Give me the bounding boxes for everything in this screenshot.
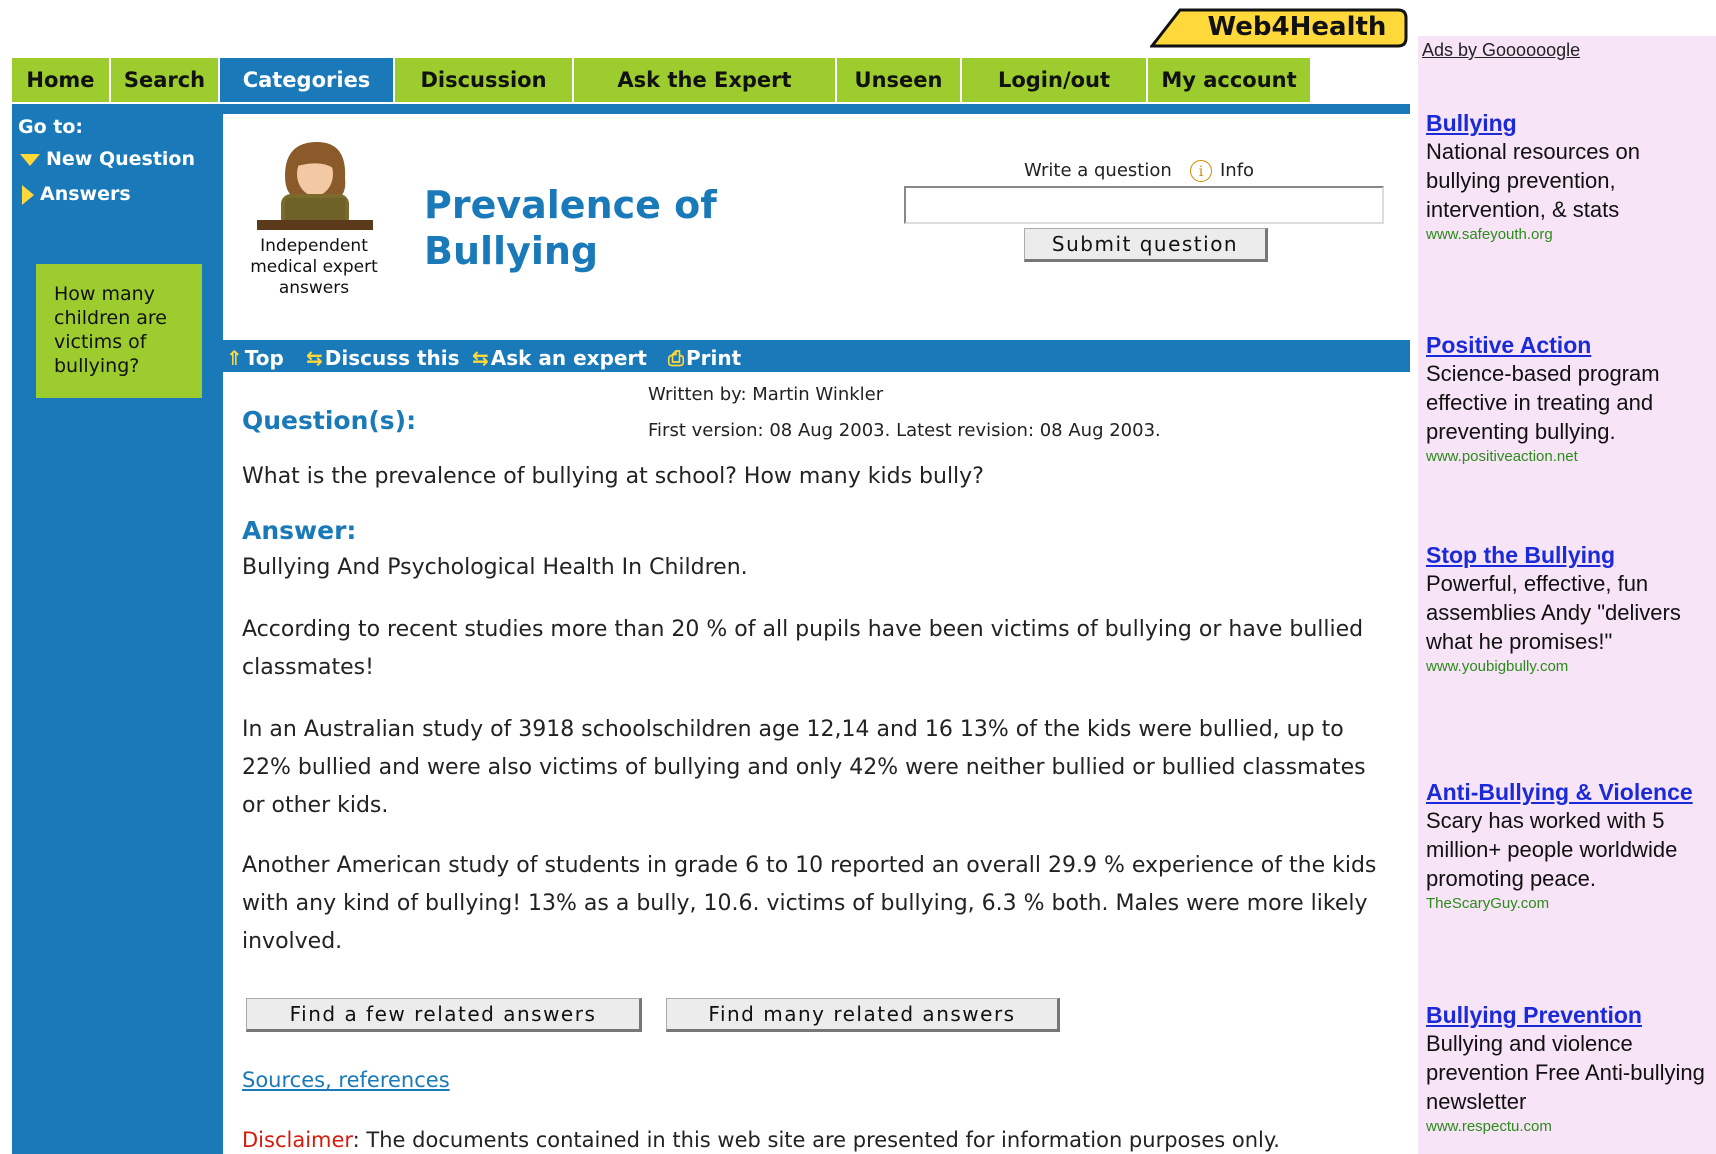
ad-title-link[interactable]: Bullying bbox=[1426, 110, 1517, 136]
ad-url[interactable]: www.safeyouth.org bbox=[1426, 226, 1553, 243]
answer-paragraph: In an Australian study of 3918 schoolschildren age 12,14 and 16 13% of the kids were bullied, up to 22% bullied and were also victims of bullying and only 42% were neither bullied or bullied classmates or other kids. bbox=[242, 717, 1366, 818]
main-nav bbox=[12, 58, 1410, 102]
question-input[interactable] bbox=[904, 186, 1384, 224]
answer-paragraph: According to recent studies more than 20 % of all pupils have been victims of bullying or have bullied classmates! bbox=[242, 617, 1364, 680]
sidebar-new-question-label: New Question bbox=[46, 148, 196, 170]
toolbar-print[interactable] bbox=[668, 346, 741, 370]
author-line: Written by: Martin Winkler bbox=[648, 384, 884, 405]
topic-box-text[interactable]: How many children are victims of bullying? bbox=[54, 283, 167, 377]
toolbar-print-label: Print bbox=[686, 346, 742, 370]
nav-login-out[interactable]: Login/out bbox=[962, 58, 1146, 102]
sources-link[interactable]: Sources, references bbox=[242, 1068, 450, 1092]
ad-body: Scary has worked with 5 million+ people worldwide promoting peace. bbox=[1426, 808, 1678, 891]
submit-question-button[interactable]: Submit question bbox=[1024, 228, 1268, 262]
answer-paragraph: Bullying And Psychological Health In Children. bbox=[242, 555, 748, 580]
ad-url[interactable]: www.positiveaction.net bbox=[1426, 448, 1578, 465]
nav-unseen[interactable]: Unseen bbox=[837, 58, 960, 102]
nav-discussion[interactable]: Discussion bbox=[395, 58, 572, 102]
toolbar-discuss-label: Discuss this bbox=[324, 346, 460, 370]
swap-arrows-icon: ⇆ bbox=[306, 346, 323, 370]
nav-home[interactable]: Home bbox=[12, 58, 109, 102]
version-line: First version: 08 Aug 2003. Latest revision: 08 Aug 2003. bbox=[648, 420, 1161, 441]
write-question-label: Write a question bbox=[1024, 160, 1172, 181]
ad-url[interactable]: www.youbigbully.com bbox=[1426, 658, 1569, 675]
sidebar-answers[interactable] bbox=[22, 183, 131, 205]
ad-title-link[interactable]: Stop the Bullying bbox=[1426, 542, 1616, 568]
ad-body: National resources on bullying prevention, intervention, & stats bbox=[1426, 139, 1641, 222]
ad-title-link[interactable]: Bullying Prevention bbox=[1426, 1002, 1642, 1028]
question-text: What is the prevalence of bullying at school? How many kids bully? bbox=[242, 464, 984, 489]
nav-ask-the-expert[interactable]: Ask the Expert bbox=[574, 58, 835, 102]
triangle-down-icon bbox=[20, 154, 40, 166]
sidebar-new-question[interactable] bbox=[20, 148, 195, 170]
nav-my-account[interactable]: My account bbox=[1148, 58, 1310, 102]
sidebar-answers-label: Answers bbox=[40, 183, 131, 205]
toolbar-discuss[interactable] bbox=[306, 346, 460, 370]
ad-item bbox=[1426, 1002, 1716, 1135]
find-few-related-button[interactable]: Find a few related answers bbox=[246, 998, 642, 1032]
page-title: Prevalence of Bullying bbox=[424, 183, 717, 273]
toolbar-ask-expert[interactable] bbox=[472, 346, 647, 370]
ad-item bbox=[1426, 779, 1716, 912]
answer-paragraph: Another American study of students in grade 6 to 10 reported an overall 29.9 % experience of the kids with any kind of bullying! 13% as a bully, 10.6. victims of bullying, 6.3 % both. Males were more likely involved. bbox=[242, 853, 1377, 954]
ad-url[interactable]: TheScaryGuy.com bbox=[1426, 895, 1550, 912]
expert-avatar-icon bbox=[255, 136, 375, 232]
disclaimer bbox=[242, 1128, 1280, 1152]
disclaimer-label[interactable]: Disclaimer bbox=[242, 1128, 353, 1152]
toolbar-ask-expert-label: Ask an expert bbox=[490, 346, 647, 370]
info-icon[interactable]: i bbox=[1190, 160, 1212, 182]
disclaimer-text: : The documents contained in this web site are presented for information purposes only. bbox=[352, 1128, 1280, 1152]
nav-underline bbox=[12, 104, 1410, 114]
printer-icon: ⎙ bbox=[668, 346, 684, 370]
ad-item bbox=[1426, 332, 1716, 465]
ad-item bbox=[1426, 110, 1716, 243]
triangle-right-icon bbox=[22, 185, 34, 205]
ad-body: Bullying and violence prevention Free Anti-bullying newsletter bbox=[1426, 1031, 1705, 1114]
ad-item bbox=[1426, 542, 1716, 675]
ad-body: Powerful, effective, fun assemblies Andy "delivers what he promises!" bbox=[1426, 571, 1681, 654]
ad-title-link[interactable]: Positive Action bbox=[1426, 332, 1592, 358]
arrow-up-icon: ⇑ bbox=[226, 346, 243, 370]
ad-url[interactable]: www.respectu.com bbox=[1426, 1118, 1552, 1135]
find-many-related-button[interactable]: Find many related answers bbox=[666, 998, 1060, 1032]
toolbar-top[interactable] bbox=[226, 346, 284, 370]
nav-search[interactable]: Search bbox=[111, 58, 218, 102]
questions-heading: Question(s): bbox=[242, 406, 417, 435]
logo-text: Web4Health bbox=[1207, 12, 1387, 42]
ads-header-link[interactable]: Ads by Goooooogle bbox=[1422, 40, 1581, 60]
answer-heading: Answer: bbox=[242, 516, 357, 545]
toolbar-top-label: Top bbox=[244, 346, 284, 370]
expert-caption: Independent medical expert answers bbox=[250, 236, 378, 298]
swap-arrows-icon: ⇆ bbox=[472, 346, 489, 370]
ad-body: Science-based program effective in treating and preventing bullying. bbox=[1426, 361, 1660, 444]
ad-title-link[interactable]: Anti-Bullying & Violence bbox=[1426, 779, 1693, 805]
info-link[interactable]: Info bbox=[1220, 160, 1255, 181]
nav-categories[interactable]: Categories bbox=[220, 58, 393, 102]
goto-label: Go to: bbox=[18, 116, 83, 138]
